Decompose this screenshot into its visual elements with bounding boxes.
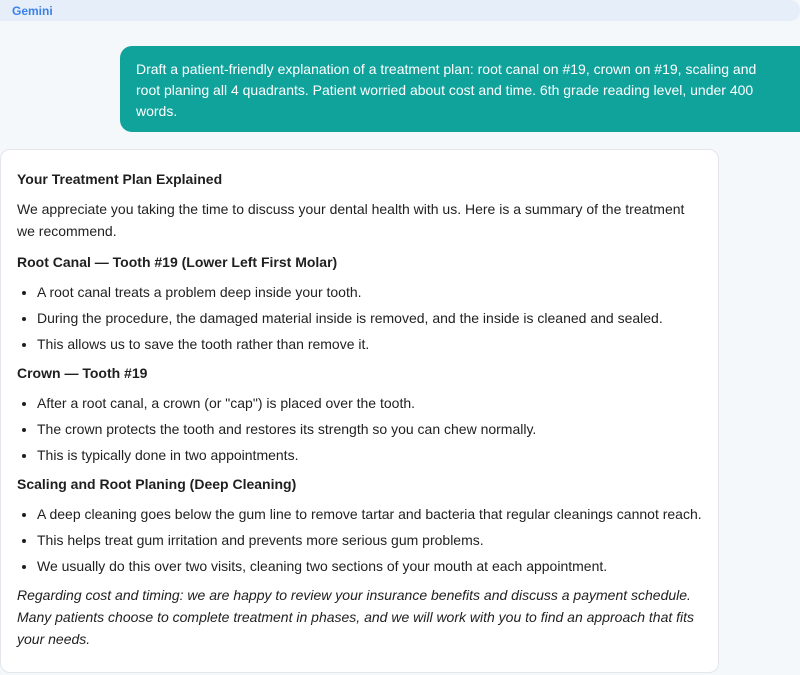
app-tab[interactable] [0, 0, 800, 21]
assistant-response-card [0, 149, 719, 673]
section-crown [17, 362, 702, 466]
list-item: • This is typically done in two appointments. [37, 444, 702, 466]
section-heading: Crown — Tooth #19 [17, 365, 148, 381]
list-item: • A deep cleaning goes below the gum line to remove tartar and bacteria that regular cleanings cannot reach. [37, 503, 702, 525]
section-deep-cleaning [17, 473, 702, 577]
list-item: • During the procedure, the damaged material inside is removed, and the inside is cleaned and sealed. [37, 307, 702, 329]
closing-note: Regarding cost and timing: we are happy to review your insurance benefits and discuss a payment schedule. Many patients choose to complete treatment in phases, and we will work with you to find an approach that fits your needs. [17, 587, 695, 647]
list-item: • This helps treat gum irritation and prevents more serious gum problems. [37, 529, 702, 551]
list-item: • The crown protects the tooth and restores its strength so you can chew normally. [37, 418, 702, 440]
bullet-list [17, 503, 702, 577]
bullet-list [17, 392, 702, 466]
section-heading: Scaling and Root Planing (Deep Cleaning) [17, 476, 297, 492]
response-intro: We appreciate you taking the time to discuss your dental health with us. Here is a summary of the treatment we recommend. [17, 201, 685, 239]
app-tab-label: Gemini [12, 4, 53, 18]
section-heading: Root Canal — Tooth #19 (Lower Left First Molar) [17, 254, 338, 270]
list-item: • This allows us to save the tooth rather than remove it. [37, 333, 702, 355]
response-title: Your Treatment Plan Explained [17, 171, 223, 187]
section-root-canal [17, 251, 702, 355]
bullet-list [17, 281, 702, 355]
list-item: • A root canal treats a problem deep inside your tooth. [37, 281, 702, 303]
user-message-bubble: Draft a patient-friendly explanation of a treatment plan: root canal on #19, crown on #19, scaling and root planing all 4 quadrants. Patient worried about cost and time. 6th grade reading level, under 400 words. [120, 46, 800, 132]
list-item: • After a root canal, a crown (or "cap") is placed over the tooth. [37, 392, 702, 414]
list-item: • We usually do this over two visits, cleaning two sections of your mouth at each appointment. [37, 555, 702, 577]
